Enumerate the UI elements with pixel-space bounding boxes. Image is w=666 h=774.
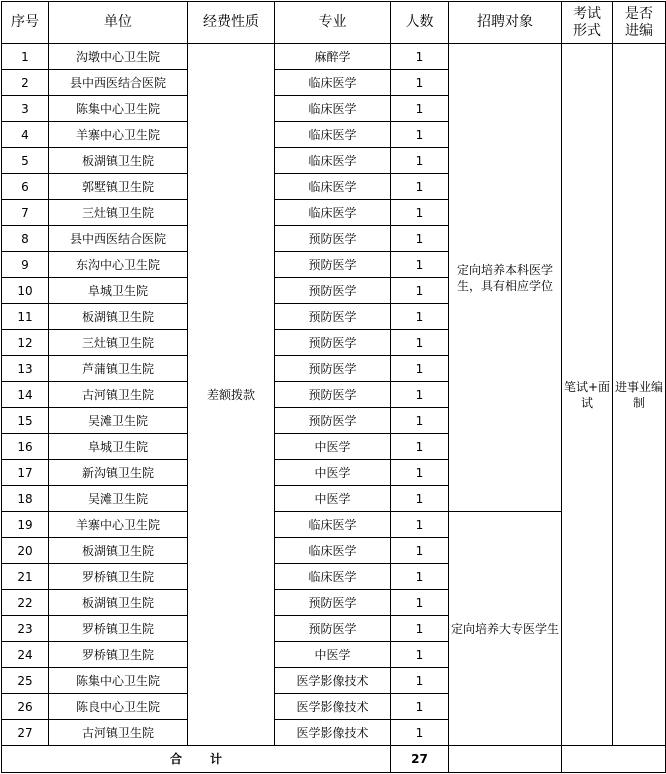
cell-count: 1 — [391, 330, 449, 356]
cell-unit: 罗桥镇卫生院 — [49, 616, 188, 642]
cell-unit: 陈集中心卫生院 — [49, 96, 188, 122]
cell-unit: 东沟中心卫生院 — [49, 252, 188, 278]
cell-major: 预防医学 — [275, 252, 391, 278]
cell-seq: 15 — [2, 408, 49, 434]
cell-count: 1 — [391, 96, 449, 122]
cell-count: 1 — [391, 304, 449, 330]
cell-major: 临床医学 — [275, 122, 391, 148]
cell-unit: 吴滩卫生院 — [49, 408, 188, 434]
cell-count: 1 — [391, 564, 449, 590]
cell-major: 中医学 — [275, 460, 391, 486]
cell-unit: 阜城卫生院 — [49, 434, 188, 460]
cell-seq: 6 — [2, 174, 49, 200]
cell-seq: 20 — [2, 538, 49, 564]
cell-unit: 羊寨中心卫生院 — [49, 122, 188, 148]
cell-major: 医学影像技术 — [275, 694, 391, 720]
header-unit: 单位 — [49, 2, 188, 44]
cell-unit: 羊寨中心卫生院 — [49, 512, 188, 538]
cell-major: 临床医学 — [275, 512, 391, 538]
header-seq: 序号 — [2, 2, 49, 44]
header-funding: 经费性质 — [188, 2, 275, 44]
cell-seq: 14 — [2, 382, 49, 408]
cell-count: 1 — [391, 590, 449, 616]
total-row — [2, 746, 666, 773]
cell-count: 1 — [391, 174, 449, 200]
cell-unit: 板湖镇卫生院 — [49, 590, 188, 616]
cell-count: 1 — [391, 460, 449, 486]
cell-target-undergrad: 定向培养本科医学生，具有相应学位 — [449, 44, 562, 512]
cell-major: 预防医学 — [275, 408, 391, 434]
cell-count: 1 — [391, 200, 449, 226]
cell-unit: 板湖镇卫生院 — [49, 304, 188, 330]
cell-count: 1 — [391, 668, 449, 694]
cell-seq: 4 — [2, 122, 49, 148]
cell-count: 1 — [391, 226, 449, 252]
cell-exam: 笔试+面试 — [562, 44, 613, 746]
cell-count: 1 — [391, 122, 449, 148]
cell-unit: 三灶镇卫生院 — [49, 200, 188, 226]
cell-unit: 陈良中心卫生院 — [49, 694, 188, 720]
cell-unit: 新沟镇卫生院 — [49, 460, 188, 486]
cell-unit: 罗桥镇卫生院 — [49, 642, 188, 668]
cell-major: 中医学 — [275, 486, 391, 512]
cell-major: 中医学 — [275, 642, 391, 668]
cell-major: 预防医学 — [275, 590, 391, 616]
cell-count: 1 — [391, 278, 449, 304]
header-major: 专业 — [275, 2, 391, 44]
header-target: 招聘对象 — [449, 2, 562, 44]
cell-unit: 三灶镇卫生院 — [49, 330, 188, 356]
cell-unit: 古河镇卫生院 — [49, 720, 188, 746]
cell-major: 临床医学 — [275, 70, 391, 96]
cell-seq: 24 — [2, 642, 49, 668]
cell-major: 预防医学 — [275, 278, 391, 304]
cell-seq: 11 — [2, 304, 49, 330]
cell-unit: 县中西医结合医院 — [49, 226, 188, 252]
cell-seq: 26 — [2, 694, 49, 720]
cell-count: 1 — [391, 642, 449, 668]
cell-major: 医学影像技术 — [275, 668, 391, 694]
cell-major: 临床医学 — [275, 174, 391, 200]
cell-seq: 2 — [2, 70, 49, 96]
cell-seq: 1 — [2, 44, 49, 70]
cell-target-college: 定向培养大专医学生 — [449, 512, 562, 746]
cell-seq: 8 — [2, 226, 49, 252]
cell-major: 预防医学 — [275, 304, 391, 330]
cell-seq: 16 — [2, 434, 49, 460]
cell-seq: 21 — [2, 564, 49, 590]
total-empty-rest — [562, 746, 666, 773]
cell-count: 1 — [391, 486, 449, 512]
cell-count: 1 — [391, 538, 449, 564]
cell-seq: 12 — [2, 330, 49, 356]
cell-seq: 23 — [2, 616, 49, 642]
cell-major: 预防医学 — [275, 226, 391, 252]
total-label — [2, 746, 391, 773]
cell-major: 中医学 — [275, 434, 391, 460]
cell-unit: 陈集中心卫生院 — [49, 668, 188, 694]
cell-count: 1 — [391, 720, 449, 746]
cell-major: 医学影像技术 — [275, 720, 391, 746]
cell-unit: 古河镇卫生院 — [49, 382, 188, 408]
cell-unit: 阜城卫生院 — [49, 278, 188, 304]
cell-seq: 22 — [2, 590, 49, 616]
recruitment-table — [1, 1, 666, 773]
cell-count: 1 — [391, 408, 449, 434]
cell-seq: 3 — [2, 96, 49, 122]
cell-unit: 郭墅镇卫生院 — [49, 174, 188, 200]
cell-count: 1 — [391, 70, 449, 96]
header-exam: 考试形式 — [562, 2, 613, 44]
cell-seq: 27 — [2, 720, 49, 746]
cell-major: 预防医学 — [275, 382, 391, 408]
cell-count: 1 — [391, 694, 449, 720]
cell-seq: 17 — [2, 460, 49, 486]
cell-major: 预防医学 — [275, 356, 391, 382]
total-label-text: 合计 — [169, 752, 250, 766]
cell-count: 1 — [391, 356, 449, 382]
header-count: 人数 — [391, 2, 449, 44]
cell-count: 1 — [391, 434, 449, 460]
cell-count: 1 — [391, 512, 449, 538]
cell-unit: 罗桥镇卫生院 — [49, 564, 188, 590]
cell-unit: 吴滩卫生院 — [49, 486, 188, 512]
table-body — [2, 44, 666, 746]
cell-count: 1 — [391, 252, 449, 278]
cell-unit: 芦蒲镇卫生院 — [49, 356, 188, 382]
header-row — [2, 2, 666, 44]
cell-seq: 7 — [2, 200, 49, 226]
header-staffing: 是否进编 — [613, 2, 666, 44]
cell-major: 预防医学 — [275, 616, 391, 642]
cell-major: 临床医学 — [275, 564, 391, 590]
cell-unit: 县中西医结合医院 — [49, 70, 188, 96]
cell-seq: 19 — [2, 512, 49, 538]
total-count: 27 — [391, 746, 449, 773]
cell-seq: 9 — [2, 252, 49, 278]
cell-unit: 板湖镇卫生院 — [49, 538, 188, 564]
cell-seq: 10 — [2, 278, 49, 304]
cell-count: 1 — [391, 44, 449, 70]
cell-seq: 18 — [2, 486, 49, 512]
cell-funding: 差额拨款 — [188, 44, 275, 746]
cell-major: 临床医学 — [275, 200, 391, 226]
total-empty-target — [449, 746, 562, 773]
cell-count: 1 — [391, 616, 449, 642]
cell-count: 1 — [391, 382, 449, 408]
cell-major: 麻醉学 — [275, 44, 391, 70]
cell-unit: 板湖镇卫生院 — [49, 148, 188, 174]
cell-seq: 25 — [2, 668, 49, 694]
cell-major: 临床医学 — [275, 148, 391, 174]
cell-major: 临床医学 — [275, 96, 391, 122]
cell-seq: 5 — [2, 148, 49, 174]
cell-major: 预防医学 — [275, 330, 391, 356]
cell-unit: 沟墩中心卫生院 — [49, 44, 188, 70]
cell-count: 1 — [391, 148, 449, 174]
cell-staffing: 进事业编制 — [613, 44, 666, 746]
cell-major: 临床医学 — [275, 538, 391, 564]
cell-seq: 13 — [2, 356, 49, 382]
table-row — [2, 44, 666, 70]
